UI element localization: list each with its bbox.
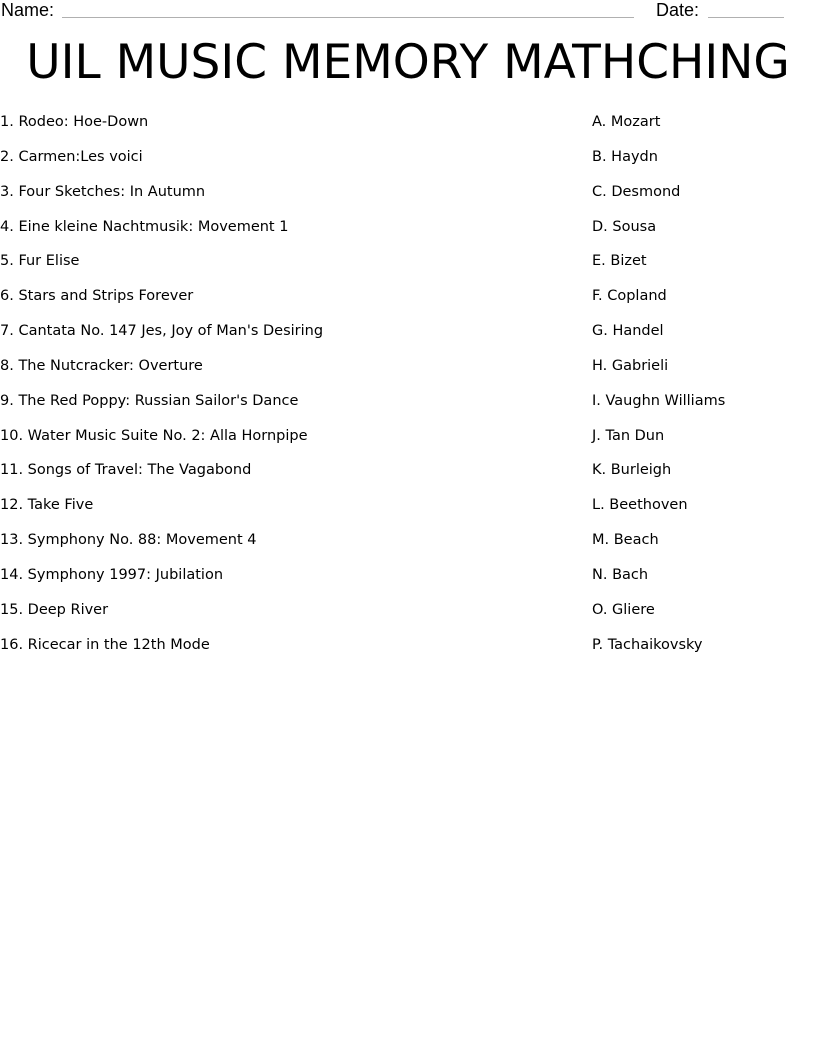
clue-item: 3. Four Sketches: In Autumn: [0, 183, 206, 200]
answer-list: [592, 112, 816, 670]
clue-item: 4. Eine kleine Nachtmusik: Movement 1: [0, 218, 289, 235]
clue-list: [0, 112, 560, 670]
clue-item: 10. Water Music Suite No. 2: Alla Hornpipe: [0, 427, 308, 444]
page-title: UIL MUSIC MEMORY MATHCHING: [26, 35, 790, 90]
clue-item: 14. Symphony 1997: Jubilation: [0, 566, 224, 583]
answer-item: I. Vaughn Williams: [592, 392, 726, 409]
clue-item: 6. Stars and Strips Forever: [0, 288, 194, 305]
date-label: Date:: [656, 0, 700, 20]
answer-item: D. Sousa: [592, 218, 657, 235]
answer-item: M. Beach: [592, 532, 659, 549]
date-field-line: [708, 17, 784, 18]
answer-item: J. Tan Dun: [592, 427, 665, 444]
clue-item: 5. Fur Elise: [0, 253, 80, 270]
worksheet-header: [0, 0, 816, 22]
answer-item: L. Beethoven: [592, 497, 688, 514]
clue-item: 13. Symphony No. 88: Movement 4: [0, 532, 257, 549]
answer-item: H. Gabrieli: [592, 357, 669, 374]
clue-item: 11. Songs of Travel: The Vagabond: [0, 462, 252, 479]
answer-item: C. Desmond: [592, 183, 681, 200]
answer-item: E. Bizet: [592, 253, 647, 270]
answer-item: N. Bach: [592, 566, 649, 583]
name-label: Name:: [1, 0, 55, 20]
clue-item: 1. Rodeo: Hoe-Down: [0, 114, 149, 130]
answer-item: K. Burleigh: [592, 462, 672, 479]
name-field-line: [62, 17, 634, 18]
clue-item: 9. The Red Poppy: Russian Sailor's Dance: [0, 392, 299, 409]
clue-item: 15. Deep River: [0, 601, 109, 618]
answer-item: A. Mozart: [592, 114, 661, 130]
answer-item: P. Tachaikovsky: [592, 636, 703, 653]
clue-item: 7. Cantata No. 147 Jes, Joy of Man's Desiring: [0, 323, 324, 340]
clue-item: 16. Ricecar in the 12th Mode: [0, 636, 210, 653]
clue-item: 12. Take Five: [0, 497, 94, 514]
answer-item: G. Handel: [592, 323, 664, 340]
answer-item: B. Haydn: [592, 148, 658, 165]
answer-item: O. Gliere: [592, 601, 655, 618]
answer-item: F. Copland: [592, 288, 667, 305]
clue-item: 2. Carmen:Les voici: [0, 148, 143, 165]
clue-item: 8. The Nutcracker: Overture: [0, 357, 203, 374]
